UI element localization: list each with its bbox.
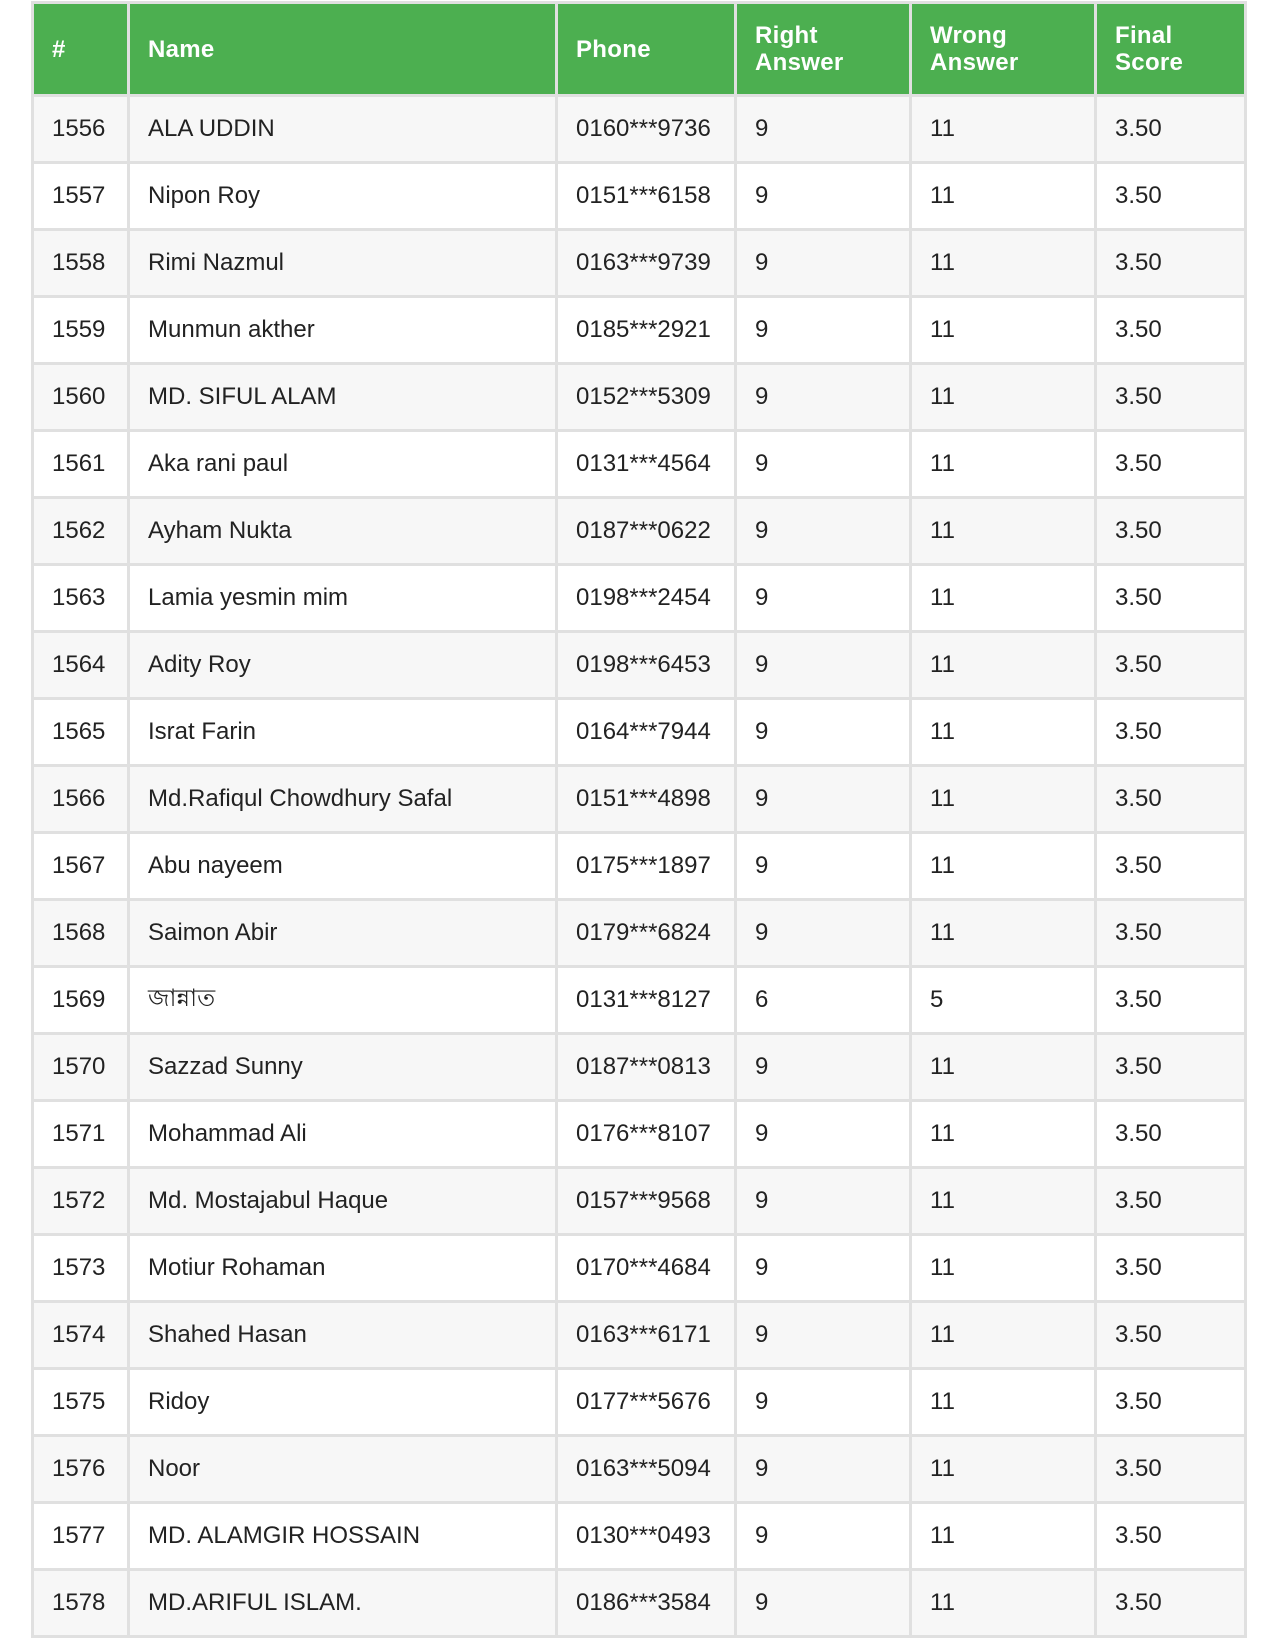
header-row xyxy=(33,3,1246,96)
table-row xyxy=(33,833,1246,900)
table-row xyxy=(33,1369,1246,1436)
cell-right-answer: 9 xyxy=(736,364,911,431)
cell-final-score: 3.50 xyxy=(1096,1235,1246,1302)
cell-number: 1570 xyxy=(33,1034,129,1101)
cell-right-answer: 9 xyxy=(736,1168,911,1235)
cell-right-answer: 9 xyxy=(736,230,911,297)
cell-name: Ayham Nukta xyxy=(129,498,557,565)
cell-wrong-answer: 11 xyxy=(911,230,1096,297)
cell-wrong-answer: 11 xyxy=(911,1302,1096,1369)
cell-name: MD.ARIFUL ISLAM. xyxy=(129,1570,557,1637)
cell-final-score: 3.50 xyxy=(1096,1302,1246,1369)
cell-right-answer: 9 xyxy=(736,632,911,699)
cell-wrong-answer: 11 xyxy=(911,565,1096,632)
cell-phone: 0187***0813 xyxy=(557,1034,736,1101)
cell-wrong-answer: 11 xyxy=(911,900,1096,967)
cell-wrong-answer: 11 xyxy=(911,1369,1096,1436)
table-row xyxy=(33,431,1246,498)
cell-number: 1562 xyxy=(33,498,129,565)
cell-right-answer: 9 xyxy=(736,96,911,163)
cell-number: 1576 xyxy=(33,1436,129,1503)
cell-right-answer: 9 xyxy=(736,1503,911,1570)
cell-name: Rimi Nazmul xyxy=(129,230,557,297)
cell-final-score: 3.50 xyxy=(1096,297,1246,364)
table-row xyxy=(33,364,1246,431)
cell-final-score: 3.50 xyxy=(1096,96,1246,163)
cell-final-score: 3.50 xyxy=(1096,163,1246,230)
cell-name: Md.Rafiqul Chowdhury Safal xyxy=(129,766,557,833)
cell-right-answer: 9 xyxy=(736,498,911,565)
cell-right-answer: 9 xyxy=(736,297,911,364)
header-name-label: Name xyxy=(148,35,215,63)
cell-right-answer: 9 xyxy=(736,766,911,833)
cell-number: 1560 xyxy=(33,364,129,431)
cell-right-answer: 9 xyxy=(736,1235,911,1302)
cell-name: Shahed Hasan xyxy=(129,1302,557,1369)
cell-phone: 0163***6171 xyxy=(557,1302,736,1369)
cell-wrong-answer: 11 xyxy=(911,1503,1096,1570)
header-phone-label: Phone xyxy=(576,35,651,63)
cell-number: 1571 xyxy=(33,1101,129,1168)
cell-wrong-answer: 11 xyxy=(911,1034,1096,1101)
cell-phone: 0176***8107 xyxy=(557,1101,736,1168)
header-score-line2: Score xyxy=(1115,49,1184,76)
cell-number: 1578 xyxy=(33,1570,129,1637)
cell-phone: 0185***2921 xyxy=(557,297,736,364)
cell-number: 1573 xyxy=(33,1235,129,1302)
table-row xyxy=(33,900,1246,967)
table-row xyxy=(33,498,1246,565)
cell-phone: 0177***5676 xyxy=(557,1369,736,1436)
cell-wrong-answer: 11 xyxy=(911,1570,1096,1637)
cell-wrong-answer: 11 xyxy=(911,833,1096,900)
cell-name: Adity Roy xyxy=(129,632,557,699)
cell-wrong-answer: 11 xyxy=(911,1101,1096,1168)
cell-right-answer: 9 xyxy=(736,1302,911,1369)
cell-wrong-answer: 5 xyxy=(911,967,1096,1034)
table-row xyxy=(33,96,1246,163)
cell-number: 1574 xyxy=(33,1302,129,1369)
cell-right-answer: 9 xyxy=(736,1570,911,1637)
cell-number: 1565 xyxy=(33,699,129,766)
table-row xyxy=(33,1570,1246,1637)
cell-phone: 0198***6453 xyxy=(557,632,736,699)
cell-final-score: 3.50 xyxy=(1096,431,1246,498)
table-row xyxy=(33,565,1246,632)
cell-name: Mohammad Ali xyxy=(129,1101,557,1168)
table-row xyxy=(33,699,1246,766)
table-row xyxy=(33,163,1246,230)
cell-final-score: 3.50 xyxy=(1096,364,1246,431)
cell-name: MD. ALAMGIR HOSSAIN xyxy=(129,1503,557,1570)
cell-wrong-answer: 11 xyxy=(911,766,1096,833)
cell-name: Noor xyxy=(129,1436,557,1503)
cell-phone: 0164***7944 xyxy=(557,699,736,766)
column-header-final-score xyxy=(1096,3,1246,96)
cell-final-score: 3.50 xyxy=(1096,1168,1246,1235)
cell-number: 1567 xyxy=(33,833,129,900)
cell-right-answer: 9 xyxy=(736,163,911,230)
table-row xyxy=(33,1503,1246,1570)
cell-final-score: 3.50 xyxy=(1096,1436,1246,1503)
cell-phone: 0175***1897 xyxy=(557,833,736,900)
cell-wrong-answer: 11 xyxy=(911,498,1096,565)
cell-number: 1561 xyxy=(33,431,129,498)
cell-wrong-answer: 11 xyxy=(911,431,1096,498)
header-number-label: # xyxy=(52,35,66,63)
cell-wrong-answer: 11 xyxy=(911,297,1096,364)
cell-wrong-answer: 11 xyxy=(911,96,1096,163)
cell-final-score: 3.50 xyxy=(1096,498,1246,565)
cell-right-answer: 9 xyxy=(736,565,911,632)
cell-name: Sazzad Sunny xyxy=(129,1034,557,1101)
cell-name: MD. SIFUL ALAM xyxy=(129,364,557,431)
header-right-line1: Right xyxy=(755,22,818,49)
cell-final-score: 3.50 xyxy=(1096,900,1246,967)
column-header-number xyxy=(33,3,129,96)
cell-right-answer: 9 xyxy=(736,833,911,900)
cell-phone: 0198***2454 xyxy=(557,565,736,632)
cell-phone: 0163***9739 xyxy=(557,230,736,297)
cell-final-score: 3.50 xyxy=(1096,1369,1246,1436)
cell-wrong-answer: 11 xyxy=(911,1168,1096,1235)
results-table xyxy=(31,1,1247,1638)
cell-phone: 0151***4898 xyxy=(557,766,736,833)
cell-right-answer: 9 xyxy=(736,699,911,766)
cell-number: 1566 xyxy=(33,766,129,833)
column-header-name xyxy=(129,3,557,96)
cell-final-score: 3.50 xyxy=(1096,1101,1246,1168)
cell-phone: 0152***5309 xyxy=(557,364,736,431)
cell-phone: 0186***3584 xyxy=(557,1570,736,1637)
cell-phone: 0151***6158 xyxy=(557,163,736,230)
column-header-phone xyxy=(557,3,736,96)
table-row xyxy=(33,297,1246,364)
cell-right-answer: 9 xyxy=(736,1034,911,1101)
cell-phone: 0131***4564 xyxy=(557,431,736,498)
table-row xyxy=(33,766,1246,833)
table-row xyxy=(33,1101,1246,1168)
cell-final-score: 3.50 xyxy=(1096,699,1246,766)
cell-phone: 0170***4684 xyxy=(557,1235,736,1302)
cell-wrong-answer: 11 xyxy=(911,1235,1096,1302)
cell-final-score: 3.50 xyxy=(1096,1570,1246,1637)
cell-number: 1569 xyxy=(33,967,129,1034)
cell-phone: 0179***6824 xyxy=(557,900,736,967)
header-wrong-line1: Wrong xyxy=(930,22,1008,49)
cell-final-score: 3.50 xyxy=(1096,230,1246,297)
cell-right-answer: 9 xyxy=(736,1436,911,1503)
table-row xyxy=(33,1302,1246,1369)
cell-final-score: 3.50 xyxy=(1096,1503,1246,1570)
cell-final-score: 3.50 xyxy=(1096,1034,1246,1101)
cell-wrong-answer: 11 xyxy=(911,699,1096,766)
cell-final-score: 3.50 xyxy=(1096,967,1246,1034)
cell-phone: 0130***0493 xyxy=(557,1503,736,1570)
table-header xyxy=(33,3,1246,96)
cell-number: 1575 xyxy=(33,1369,129,1436)
cell-final-score: 3.50 xyxy=(1096,565,1246,632)
cell-final-score: 3.50 xyxy=(1096,766,1246,833)
cell-wrong-answer: 11 xyxy=(911,1436,1096,1503)
table-row xyxy=(33,230,1246,297)
cell-right-answer: 9 xyxy=(736,900,911,967)
header-wrong-line2: Answer xyxy=(930,49,1019,76)
cell-wrong-answer: 11 xyxy=(911,364,1096,431)
cell-name: Motiur Rohaman xyxy=(129,1235,557,1302)
header-right-line2: Answer xyxy=(755,49,844,76)
cell-number: 1572 xyxy=(33,1168,129,1235)
cell-final-score: 3.50 xyxy=(1096,833,1246,900)
table-row xyxy=(33,1235,1246,1302)
cell-name: ALA UDDIN xyxy=(129,96,557,163)
cell-number: 1558 xyxy=(33,230,129,297)
cell-name: Saimon Abir xyxy=(129,900,557,967)
column-header-wrong-answer xyxy=(911,3,1096,96)
cell-right-answer: 6 xyxy=(736,967,911,1034)
cell-number: 1563 xyxy=(33,565,129,632)
cell-phone: 0160***9736 xyxy=(557,96,736,163)
cell-number: 1557 xyxy=(33,163,129,230)
cell-wrong-answer: 11 xyxy=(911,632,1096,699)
table-row xyxy=(33,1436,1246,1503)
table-body xyxy=(33,96,1246,1637)
cell-name: জান্নাত xyxy=(129,967,557,1034)
table-row xyxy=(33,1168,1246,1235)
cell-number: 1559 xyxy=(33,297,129,364)
cell-right-answer: 9 xyxy=(736,1101,911,1168)
column-header-right-answer xyxy=(736,3,911,96)
cell-name: Nipon Roy xyxy=(129,163,557,230)
cell-name: Aka rani paul xyxy=(129,431,557,498)
cell-phone: 0163***5094 xyxy=(557,1436,736,1503)
cell-name: Md. Mostajabul Haque xyxy=(129,1168,557,1235)
cell-right-answer: 9 xyxy=(736,1369,911,1436)
cell-name: Munmun akther xyxy=(129,297,557,364)
table-row xyxy=(33,967,1246,1034)
cell-number: 1564 xyxy=(33,632,129,699)
results-page xyxy=(31,1,1244,1638)
cell-name: Abu nayeem xyxy=(129,833,557,900)
cell-phone: 0157***9568 xyxy=(557,1168,736,1235)
header-score-line1: Final xyxy=(1115,22,1173,49)
cell-name: Ridoy xyxy=(129,1369,557,1436)
cell-number: 1568 xyxy=(33,900,129,967)
table-row xyxy=(33,1034,1246,1101)
cell-number: 1577 xyxy=(33,1503,129,1570)
cell-wrong-answer: 11 xyxy=(911,163,1096,230)
cell-number: 1556 xyxy=(33,96,129,163)
cell-name: Israt Farin xyxy=(129,699,557,766)
cell-phone: 0131***8127 xyxy=(557,967,736,1034)
cell-right-answer: 9 xyxy=(736,431,911,498)
cell-phone: 0187***0622 xyxy=(557,498,736,565)
table-row xyxy=(33,632,1246,699)
cell-final-score: 3.50 xyxy=(1096,632,1246,699)
cell-name: Lamia yesmin mim xyxy=(129,565,557,632)
